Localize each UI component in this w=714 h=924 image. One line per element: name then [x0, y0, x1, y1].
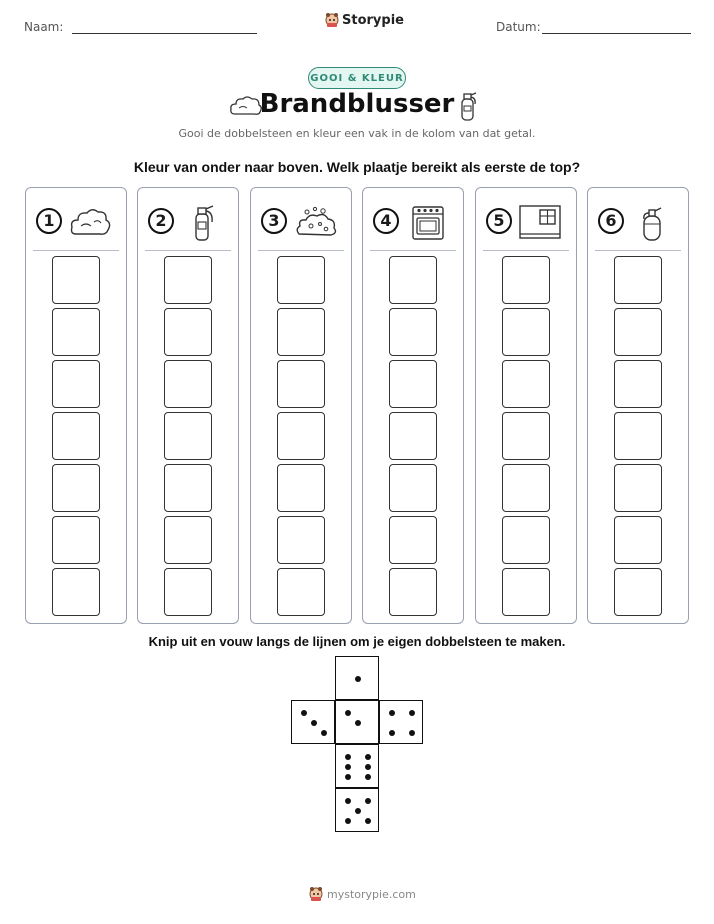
column-3: [250, 187, 352, 624]
column-number: 2: [148, 208, 174, 234]
name-label: Naam:: [24, 20, 64, 34]
color-cell[interactable]: [277, 360, 325, 408]
column-number: 1: [36, 208, 62, 234]
die-pip: [365, 798, 371, 804]
color-cell[interactable]: [614, 412, 662, 460]
color-cell[interactable]: [389, 568, 437, 616]
column-header: [363, 202, 463, 242]
column-header: [138, 202, 238, 242]
color-cell[interactable]: [164, 256, 212, 304]
stove-icon: [405, 202, 451, 242]
color-cell[interactable]: [277, 256, 325, 304]
column-number: 5: [486, 208, 512, 234]
date-label: Datum:: [496, 20, 541, 34]
smoke-cloud-icon: [68, 202, 114, 242]
column-number: 4: [373, 208, 399, 234]
fire-extinguisher-icon: [180, 202, 226, 242]
die-face-1: [335, 656, 379, 700]
die-pip: [345, 754, 351, 760]
column-4: [362, 187, 464, 624]
subtitle: Gooi de dobbelsteen en kleur een vak in de kolom van dat getal.: [178, 127, 536, 140]
color-cell[interactable]: [277, 412, 325, 460]
column-divider: [483, 250, 569, 251]
color-cell[interactable]: [52, 360, 100, 408]
die-pip: [345, 774, 351, 780]
color-cell[interactable]: [502, 308, 550, 356]
color-cell[interactable]: [502, 256, 550, 304]
die-pip: [389, 710, 395, 716]
color-cell[interactable]: [614, 516, 662, 564]
column-divider: [33, 250, 119, 251]
die-pip: [365, 754, 371, 760]
color-cell[interactable]: [277, 568, 325, 616]
color-cell[interactable]: [52, 412, 100, 460]
color-cell[interactable]: [614, 568, 662, 616]
die-pip: [365, 818, 371, 824]
color-cell[interactable]: [164, 568, 212, 616]
column-divider: [258, 250, 344, 251]
color-cell[interactable]: [277, 516, 325, 564]
gas-tank-icon: [630, 202, 676, 242]
column-header: [26, 202, 126, 242]
cut-instruction: Knip uit en vouw langs de lijnen om je eigen dobbelsteen te maken.: [148, 634, 566, 649]
die-pip: [321, 730, 327, 736]
die-face-4: [379, 700, 423, 744]
die-pip: [365, 774, 371, 780]
die-pip: [355, 720, 361, 726]
color-cell[interactable]: [52, 568, 100, 616]
column-2: [137, 187, 239, 624]
die-face-5: [335, 788, 379, 832]
color-cell[interactable]: [164, 516, 212, 564]
die-pip: [355, 676, 361, 682]
column-1: [25, 187, 127, 624]
die-pip: [409, 710, 415, 716]
color-cell[interactable]: [164, 308, 212, 356]
die-face-6: [335, 744, 379, 788]
color-cell[interactable]: [389, 464, 437, 512]
color-cell[interactable]: [389, 360, 437, 408]
column-6: [587, 187, 689, 624]
color-cell[interactable]: [164, 412, 212, 460]
color-cell[interactable]: [52, 308, 100, 356]
column-divider: [145, 250, 231, 251]
die-pip: [345, 764, 351, 770]
color-cell[interactable]: [614, 256, 662, 304]
column-divider: [370, 250, 456, 251]
instruction-text: Kleur van onder naar boven. Welk plaatje bereikt als eerste de top?: [133, 159, 581, 175]
color-cell[interactable]: [389, 516, 437, 564]
color-cell[interactable]: [502, 412, 550, 460]
color-cell[interactable]: [52, 256, 100, 304]
color-cell[interactable]: [52, 464, 100, 512]
column-header: [251, 202, 351, 242]
color-cell[interactable]: [614, 464, 662, 512]
name-line[interactable]: [72, 33, 257, 34]
column-number: 6: [598, 208, 624, 234]
color-cell[interactable]: [502, 568, 550, 616]
foam-icon: [293, 202, 339, 242]
color-cell[interactable]: [52, 516, 100, 564]
color-cell[interactable]: [389, 308, 437, 356]
color-cell[interactable]: [164, 360, 212, 408]
brand-name: Storypie: [342, 12, 404, 28]
color-cell[interactable]: [389, 412, 437, 460]
window-icon: [518, 202, 564, 242]
color-cell[interactable]: [614, 360, 662, 408]
die-face-3: [291, 700, 335, 744]
color-cell[interactable]: [502, 360, 550, 408]
column-header: [476, 202, 576, 242]
die-pip: [301, 710, 307, 716]
storypie-mascot-icon: [325, 12, 339, 28]
die-pip: [365, 764, 371, 770]
color-cell[interactable]: [389, 256, 437, 304]
die-pip: [409, 730, 415, 736]
die-pip: [345, 798, 351, 804]
fire-extinguisher-icon: [455, 90, 479, 122]
footer-url[interactable]: mystorypie.com: [327, 887, 416, 901]
date-line[interactable]: [542, 33, 691, 34]
die-face-2: [335, 700, 379, 744]
color-cell[interactable]: [164, 464, 212, 512]
color-cell[interactable]: [277, 308, 325, 356]
die-pip: [345, 710, 351, 716]
color-cell[interactable]: [614, 308, 662, 356]
storypie-mascot-icon: [309, 886, 323, 902]
color-cell[interactable]: [502, 464, 550, 512]
page-title: Brandblusser: [259, 89, 455, 119]
die-pip: [345, 818, 351, 824]
die-pip: [355, 808, 361, 814]
footer: [309, 886, 416, 902]
die-pip: [311, 720, 317, 726]
column-divider: [595, 250, 681, 251]
column-header: [588, 202, 688, 242]
die-pip: [389, 730, 395, 736]
color-cell[interactable]: [277, 464, 325, 512]
column-5: [475, 187, 577, 624]
brand-logo: [325, 12, 404, 28]
color-cell[interactable]: [502, 516, 550, 564]
category-badge: GOOI & KLEUR: [308, 67, 406, 89]
column-number: 3: [261, 208, 287, 234]
